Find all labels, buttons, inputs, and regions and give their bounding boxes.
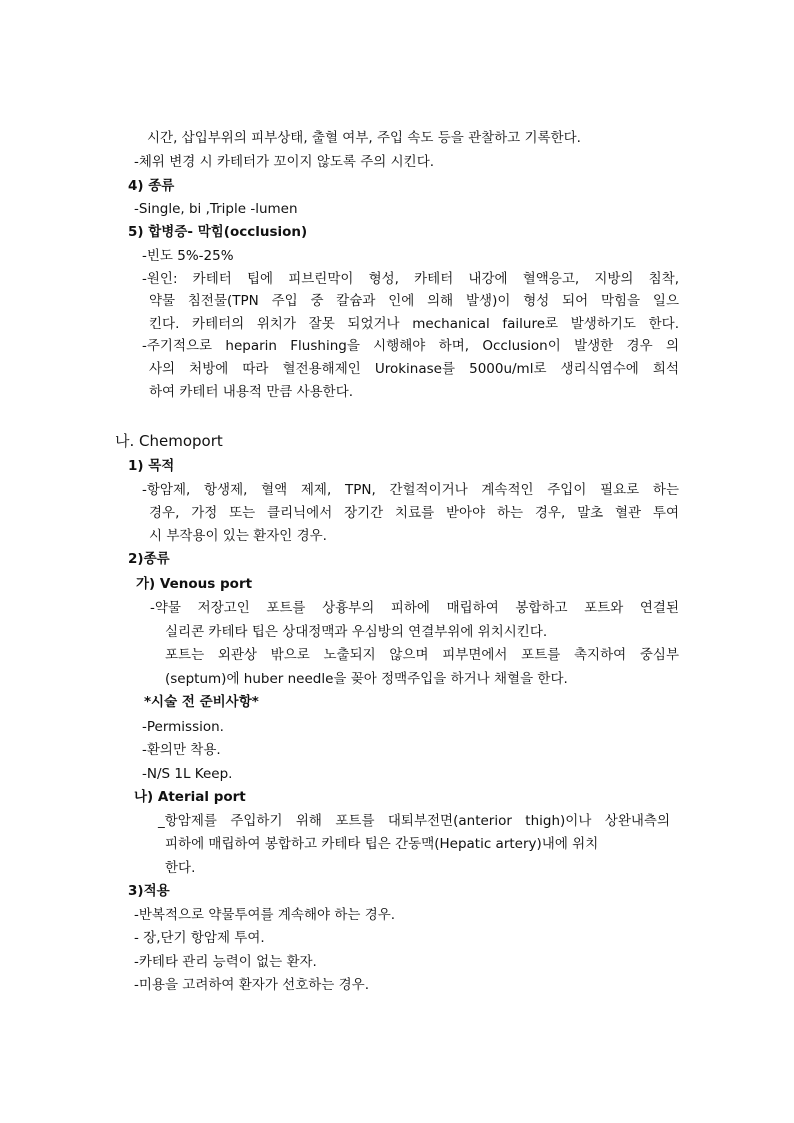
venous-line-3: 포트는 외관상 밖으로 노출되지 않으며 피부면에서 포트를 촉지하여 중심부: [165, 647, 679, 663]
complication-heading: 5) 합병증- 막힘(occlusion): [128, 224, 308, 240]
complication-frequency: -빈도 5%-25%: [142, 248, 234, 264]
indication-item-care: -카테타 관리 능력이 없는 환자.: [134, 954, 317, 970]
venous-line-1: -약물 저장고인 포트를 상흉부의 피하에 매립하여 봉합하고 포트와 연결된: [150, 600, 679, 616]
indications-heading: 3)적용: [128, 883, 170, 899]
flush-line-3: 하여 카테터 내용적 만큼 사용한다.: [149, 384, 354, 400]
types-heading: 4) 종류: [128, 178, 175, 194]
cause-line-3: 킨다. 카테터의 위치가 잘못 되었거나 mechanical failure로 발생하기도 한다.: [149, 316, 679, 332]
indication-item-cosmetic: -미용을 고려하여 환자가 선호하는 경우.: [134, 977, 369, 993]
venous-line-4: (septum)에 huber needle을 꽂아 정맥주입을 하거나 채혈을 한다.: [165, 671, 568, 687]
chemoport-title: 나. Chemoport: [115, 432, 223, 450]
arterial-line-1: _항암제를 주입하기 위해 포트를 대퇴부전면(anterior thigh)이나 상완내측의: [158, 813, 670, 829]
intro-line-1: 시간, 삽입부위의 피부상태, 출혈 여부, 주입 속도 등을 관찰하고 기록한다.: [147, 130, 581, 146]
kinds-heading: 2)종류: [128, 551, 170, 567]
venous-line-2: 실리콘 카테타 팁은 상대정맥과 우심방의 연결부위에 위치시킨다.: [165, 624, 548, 640]
purpose-line-2: 경우, 가정 또는 클리닉에서 장기간 치료를 받아야 하는 경우, 말초 혈관 투여: [149, 505, 679, 521]
prep-item-permission: -Permission.: [142, 719, 224, 735]
prep-item-gown: -환의만 착용.: [142, 742, 221, 758]
cause-line-2: 약물 침전물(TPN 주입 중 칼슘과 인에 의해 발생)이 형성 되어 막힘을 일으: [149, 293, 679, 309]
cause-line-1: -원인: 카테터 팁에 피브린막이 형성, 카테터 내강에 혈액응고, 지방의 침착,: [142, 271, 679, 287]
venous-port-heading: 가) Venous port: [136, 576, 253, 592]
indication-item-chemo: - 장,단기 항암제 투여.: [134, 930, 265, 946]
arterial-line-3: 한다.: [165, 860, 196, 876]
arterial-line-2: 피하에 매립하여 봉합하고 카테타 팁은 간동맥(Hepatic artery)내에 위치: [165, 836, 599, 852]
purpose-line-3: 시 부작용이 있는 환자인 경우.: [149, 528, 327, 544]
intro-line-2: -체위 변경 시 카테터가 꼬이지 않도록 주의 시킨다.: [134, 154, 435, 170]
arterial-port-heading: 나) Aterial port: [134, 789, 246, 805]
flush-line-1: -주기적으로 heparin Flushing을 시행해야 하며, Occlusion이 발생한 경우 의: [142, 338, 679, 354]
types-item: -Single, bi ,Triple -lumen: [134, 201, 298, 217]
flush-line-2: 사의 처방에 따라 혈전용해제인 Urokinase를 5000u/ml로 생리식염수에 희석: [149, 361, 679, 377]
purpose-line-1: -항암제, 항생제, 혈액 제제, TPN, 간헐적이거나 계속적인 주입이 필요로 하는: [142, 482, 679, 498]
prep-heading: *시술 전 준비사항*: [144, 694, 259, 710]
indication-item-repeated: -반복적으로 약물투여를 계속해야 하는 경우.: [134, 907, 396, 923]
prep-item-ns-keep: -N/S 1L Keep.: [142, 766, 233, 782]
purpose-heading: 1) 목적: [128, 458, 175, 474]
